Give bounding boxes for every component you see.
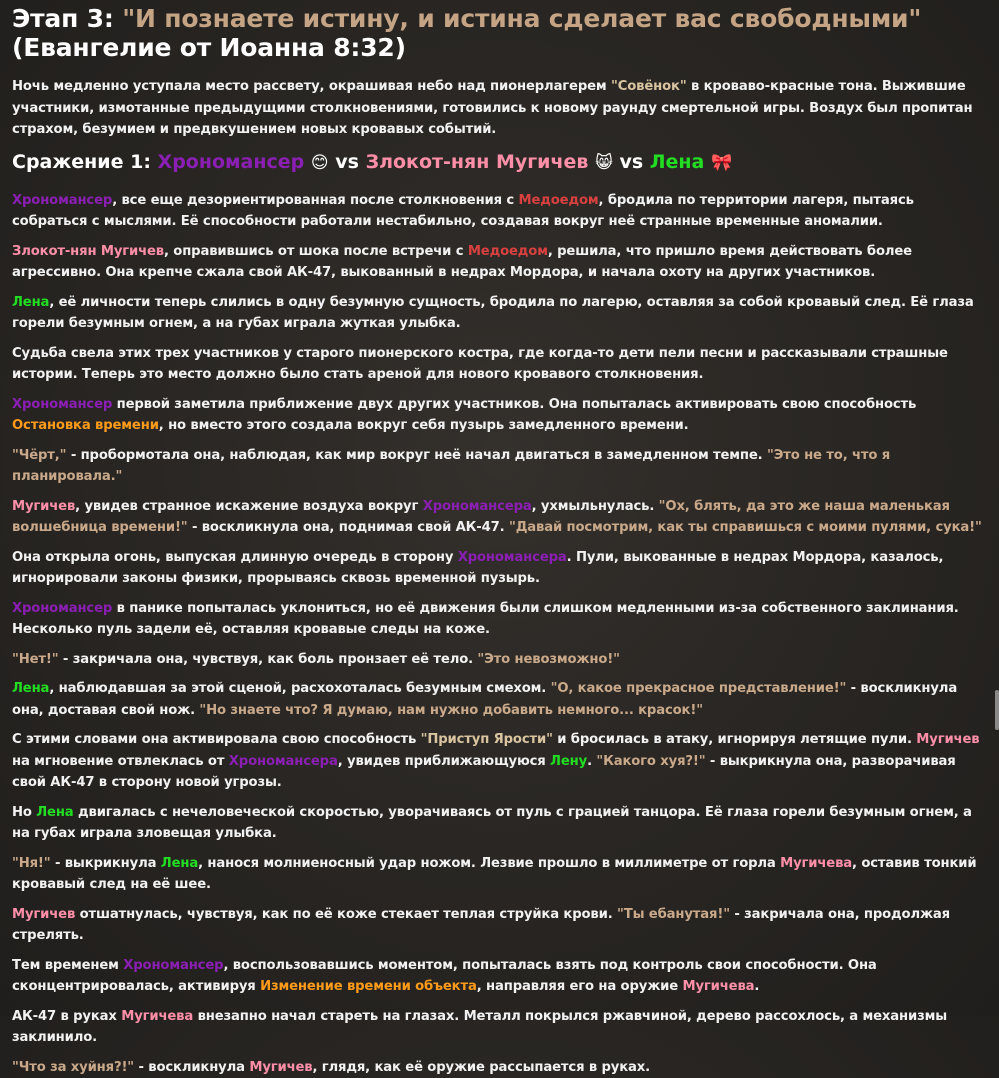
bow-icon: 🎀 [711,153,732,173]
smile-icon: 😊 [311,153,329,173]
story-paragraph: "Чёрт," - пробормотала она, наблюдая, как мир вокруг неё начал двигаться в замедленном темпе. "Это не то, что я планировала." [12,445,987,488]
story-paragraph: Тем временем Хрономансер, воспользовавшись моментом, попыталась взять под контроль свои способности. Она сконцентрировалась, активируя Изменение времени объекта, направляя его на оружие Мугичева. [12,955,987,998]
story-paragraph: Судьба свела этих трех участников у старого пионерского костра, где когда-то дети пели песни и рассказывали страшные истории. Теперь это место должно было стать ареной для нового кровавого столкновения. [12,343,987,386]
fighter-chronomancer: Хрономансер [158,151,305,173]
fighter-lena: Лена [650,151,705,173]
story-paragraph: С этими словами она активировала свою способность "Приступ Ярости" и бросилась в атаку, игнорируя летящие пули. Мугичев на мгновение отвлеклась от Хрономансера, увидев приближающуюся Лену. "Какого хуя?!" - выкрикнула она, разворачивая свой АК-47 в сторону новой угрозы. [12,729,987,794]
cat-icon: 😸 [595,153,613,173]
stage-source: (Евангелие от Иоанна 8:32) [12,33,406,62]
story-paragraph: Она открыла огонь, выпуская длинную очередь в сторону Хрономансера. Пули, выкованные в недрах Мордора, казалось, игнорировали законы физики, прорываясь сквозь временной пузырь. [12,547,987,590]
scrollbar-thumb[interactable] [995,690,999,730]
stage-label: Этап 3: [12,4,114,33]
battle-heading: Сражение 1: Хрономансер 😊 vs Злокот-нян Мугичев 😸 vs Лена 🎀 [12,150,987,175]
story-paragraph: "Ня!" - выкрикнула Лена, нанося молниеносный удар ножом. Лезвие прошло в миллиметре от горла Мугичева, оставив тонкий кровавый след на её шее. [12,853,987,896]
intro-paragraph: Ночь медленно уступала место рассвету, окрашивая небо над пионерлагерем "Совёнок" в кроваво-красные тона. Выжившие участники, измотанные предыдущими столкновениями, готовились к новому раунду смертельной игры. Воздух был пропитан страхом, безумием и предвкушением новых кровавых событий. [12,76,987,141]
story-document [12,0,987,1078]
page-title [12,4,987,62]
fighter-mugichev: Злокот-нян Мугичев [366,151,589,173]
story-paragraph: Мугичев отшатнулась, чувствуя, как по её коже стекает теплая струйка крови. "Ты ебанутая!" - закричала она, продолжая стрелять. [12,904,987,947]
story-paragraph: Лена, наблюдавшая за этой сценой, расхохоталась безумным смехом. "О, какое прекрасное представление!" - воскликнула она, доставая свой нож. "Но знаете что? Я думаю, нам нужно добавить немного... красок!" [12,678,987,721]
story-paragraph: Но Лена двигалась с нечеловеческой скоростью, уворачиваясь от пуль с грацией танцора. Её глаза горели безумным огнем, а на губах играла зловещая улыбка. [12,802,987,845]
story-paragraph: "Что за хуйня?!" - воскликнула Мугичев, глядя, как её оружие рассыпается в руках. [12,1057,987,1078]
story-paragraph: Хрономансер в панике попыталась уклониться, но её движения были слишком медленными из-за собственного заклинания. Несколько пуль задели её, оставляя кровавые следы на коже. [12,598,987,641]
story-paragraph: Хрономансер первой заметила приближение двух других участников. Она попыталась активировать свою способность Остановка времени, но вместо этого создала вокруг себя пузырь замедленного времени. [12,394,987,437]
stage-quote: "И познаете истину, и истина сделает вас свободными" [122,4,921,33]
story-paragraph: Мугичев, увидев странное искажение воздуха вокруг Хрономансера, ухмыльнулась. "Ох, блять, да это же наша маленькая волшебница времени!" - воскликнула она, поднимая свой АК-47. "Давай посмотрим, как ты справишься с моими пулями, сука!" [12,496,987,539]
story-paragraph: Лена, её личности теперь слились в одну безумную сущность, бродила по лагерю, оставляя за собой кровавый след. Её глаза горели безумным огнем, а на губах играла жуткая улыбка. [12,292,987,335]
story-paragraph: Хрономансер, все еще дезориентированная после столкновения с Медоедом, бродила по территории лагеря, пытаясь собраться с мыслями. Её способности работали нестабильно, создавая вокруг неё странные временные аномалии. [12,190,987,233]
story-paragraph: "Нет!" - закричала она, чувствуя, как боль пронзает её тело. "Это невозможно!" [12,649,987,671]
story-paragraph: АК-47 в руках Мугичева внезапно начал стареть на глазах. Металл покрылся ржавчиной, дерево рассохлось, а механизмы заклинило. [12,1006,987,1049]
story-paragraph: Злокот-нян Мугичев, оправившись от шока после встречи с Медоедом, решила, что пришло время действовать более агрессивно. Она крепче сжала свой АК-47, выкованный в недрах Мордора, и начала охоту на других участников. [12,241,987,284]
